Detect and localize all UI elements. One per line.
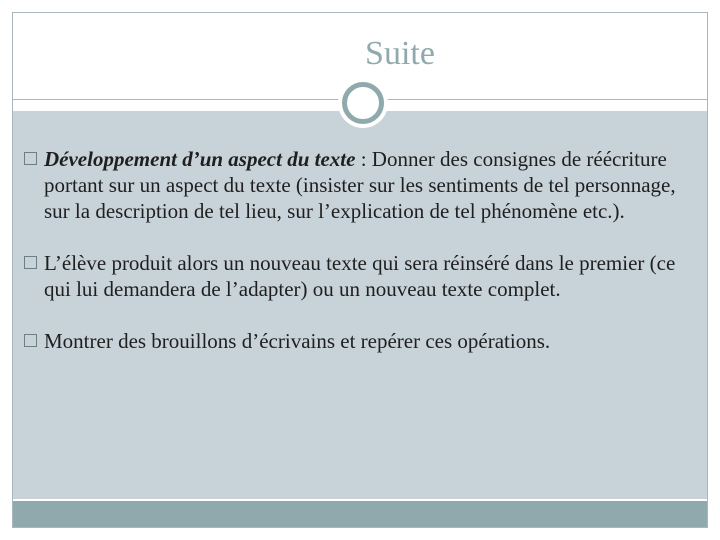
circle-ornament-icon xyxy=(342,82,384,124)
bullet-item xyxy=(24,328,684,354)
bullet-item xyxy=(24,146,684,224)
checkbox-bullet-icon xyxy=(24,152,37,165)
bullet-text: L’élève produit alors un nouveau texte qui sera réinséré dans le premier (ce qui lui demandera de l’adapter) ou un nouveau texte complet. xyxy=(44,251,676,301)
bullet-item xyxy=(24,250,684,302)
bullet-lead: Développement d’un aspect du texte xyxy=(44,147,356,171)
bullet-text: Montrer des brouillons d’écrivains et repérer ces opérations. xyxy=(44,329,551,353)
slide-title: Suite xyxy=(365,35,435,72)
bullet-list xyxy=(24,146,684,354)
footer-band xyxy=(13,501,707,527)
checkbox-bullet-icon xyxy=(24,334,37,347)
checkbox-bullet-icon xyxy=(24,256,37,269)
bullet-text: : Donner des consignes de réécriture portant sur un aspect du texte (insister sur les sentiments de tel personnage, sur la description de tel lieu, sur l’explication de tel phénomène etc.). xyxy=(44,147,676,223)
